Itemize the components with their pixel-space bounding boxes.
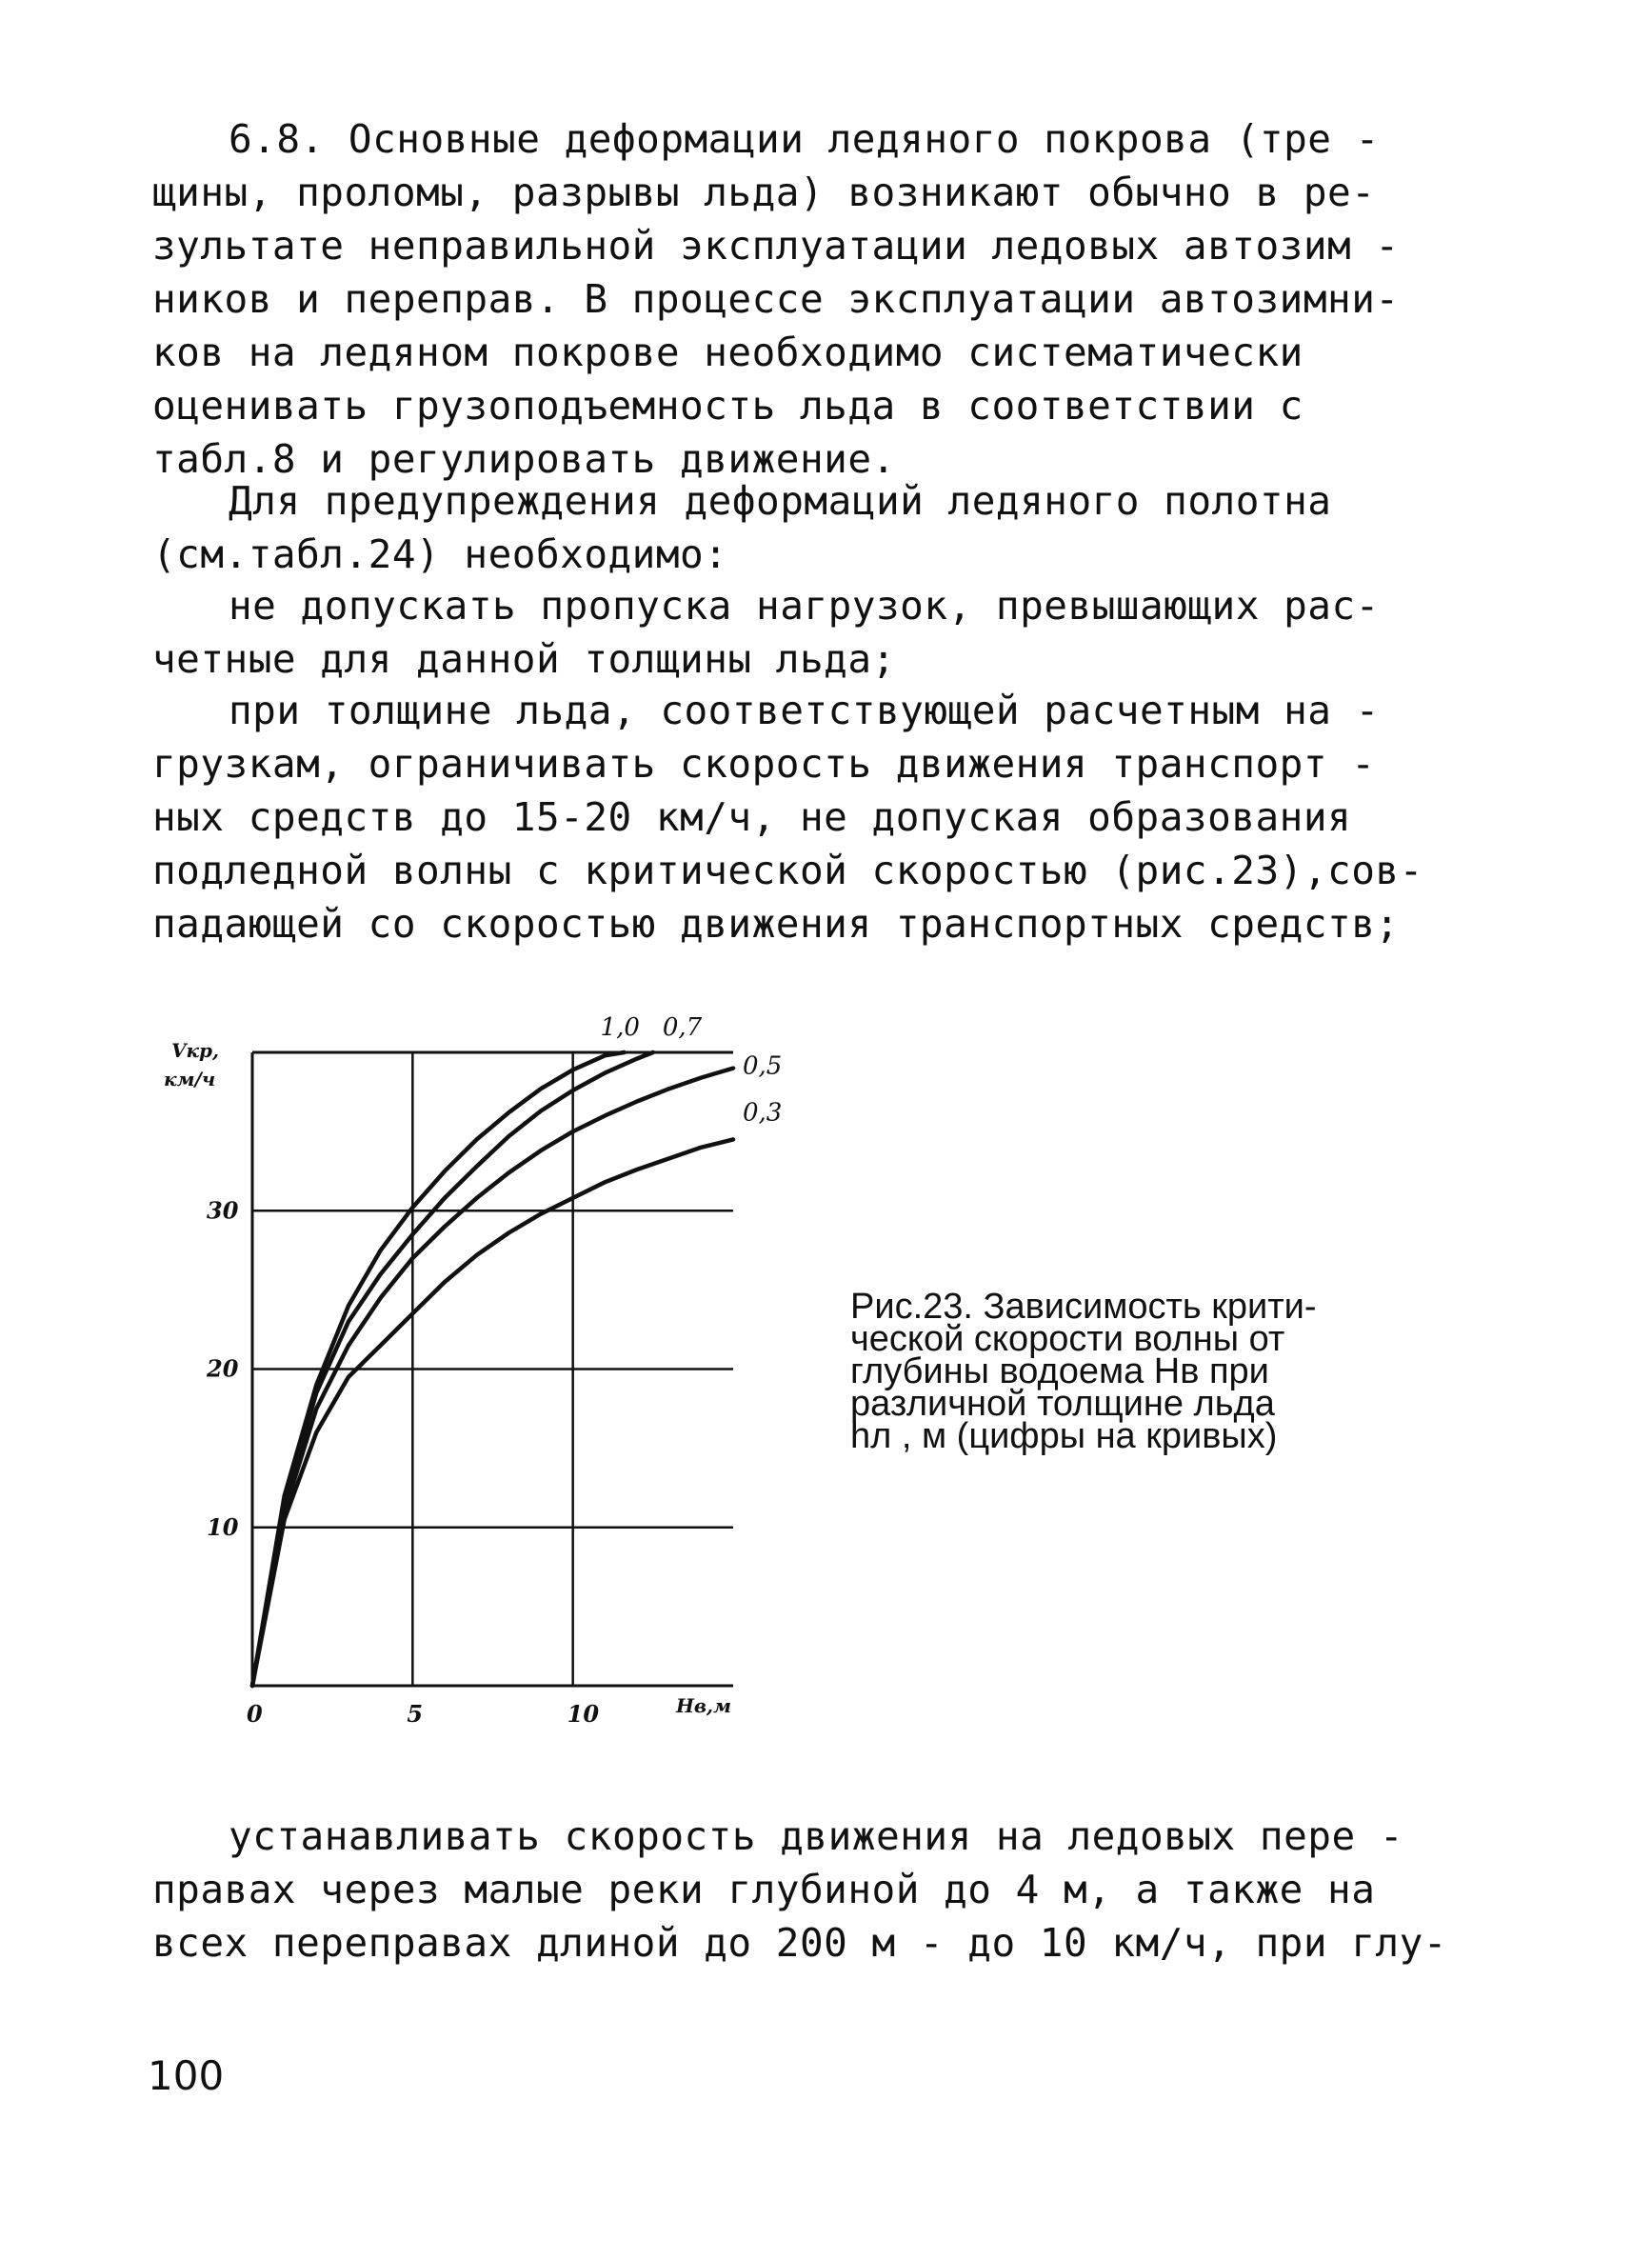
figure-caption: [850, 1287, 1517, 1456]
caption-line: глубины водоема Hв при: [850, 1351, 1269, 1391]
y-axis-label: Vкр,: [171, 1039, 219, 1062]
page-number: 100: [148, 2052, 225, 2099]
curve-label-0-5: 0,5: [743, 1051, 783, 1081]
text-line: грузкам, ограничивать скорость движения транспорт -: [152, 741, 1376, 787]
paragraph-prevention: [152, 474, 1485, 581]
y-tick-label: 30: [207, 1196, 239, 1225]
paragraph-6-8: [152, 112, 1485, 486]
curve-label-0-7: 0,7: [662, 1013, 703, 1042]
chart-curve-labels: [601, 1013, 783, 1127]
paragraph-small-rivers: [152, 1810, 1485, 1970]
y-axis-unit: км/ч: [164, 1068, 216, 1090]
text-line: 6.8. Основные деформации ледяного покрова (тре -: [229, 116, 1380, 162]
text-line: не допускать пропуска нагрузок, превышающих рас-: [229, 583, 1380, 629]
text-line: зультате неправильной эксплуатации ледовых автозим -: [152, 223, 1400, 269]
curve-0-3: [252, 1139, 733, 1686]
y-tick-label: 20: [207, 1354, 239, 1383]
y-tick-label: 10: [207, 1512, 239, 1541]
caption-line: различной толщине льда: [850, 1384, 1275, 1424]
caption-line: Рис.23. Зависимость крити-: [850, 1287, 1317, 1327]
caption-line: ческой скорости волны от: [850, 1319, 1285, 1359]
text-line: правах через малые реки глубиной до 4 м, а также на: [152, 1867, 1376, 1912]
text-line: всех переправах длиной до 200 м - до 10 км/ч, при глу-: [152, 1920, 1447, 1966]
paragraph-speed-limit: [152, 684, 1485, 950]
x-tick-label: 5: [407, 1700, 424, 1728]
caption-line: hл , м (цифры на кривых): [850, 1416, 1278, 1456]
text-line: устанавливать скорость движения на ледовых пере -: [229, 1813, 1404, 1859]
text-line: ков на ледяном покрове необходимо систематически: [152, 330, 1304, 375]
text-line: четные для данной толщины льда;: [152, 636, 896, 682]
text-line: ных средств до 15-20 км/ч, не допуская образования: [152, 794, 1352, 840]
x-tick-label: 0: [247, 1700, 263, 1728]
text-line: Для предупреждения деформаций ледяного полотна: [229, 478, 1332, 524]
critical-wave-speed-chart: [152, 1010, 783, 1733]
curve-label-0-3: 0,3: [743, 1098, 783, 1128]
x-tick-label: 10: [567, 1700, 600, 1728]
text-line: щины, проломы, разрывы льда) возникают обычно в ре-: [152, 170, 1376, 215]
text-line: подледной волны с критической скоростью (рис.23),сов-: [152, 848, 1423, 893]
x-axis-label: Hв,м: [676, 1694, 732, 1717]
text-line: оценивать грузоподъемность льда в соответствии с: [152, 383, 1304, 429]
chart-tick-labels: [206, 1196, 599, 1728]
paragraph-loads: [152, 579, 1485, 686]
text-line: ников и переправ. В процессе эксплуатации автозимни-: [152, 276, 1400, 322]
text-line: (см.табл.24) необходимо:: [152, 531, 728, 577]
text-line: при толщине льда, соответствующей расчетным на -: [229, 688, 1380, 733]
text-line: падающей со скоростью движения транспортных средств;: [152, 901, 1400, 947]
text-line: табл.8 и регулировать движение.: [152, 436, 896, 482]
curve-label-1-0: 1,0: [600, 1013, 640, 1042]
